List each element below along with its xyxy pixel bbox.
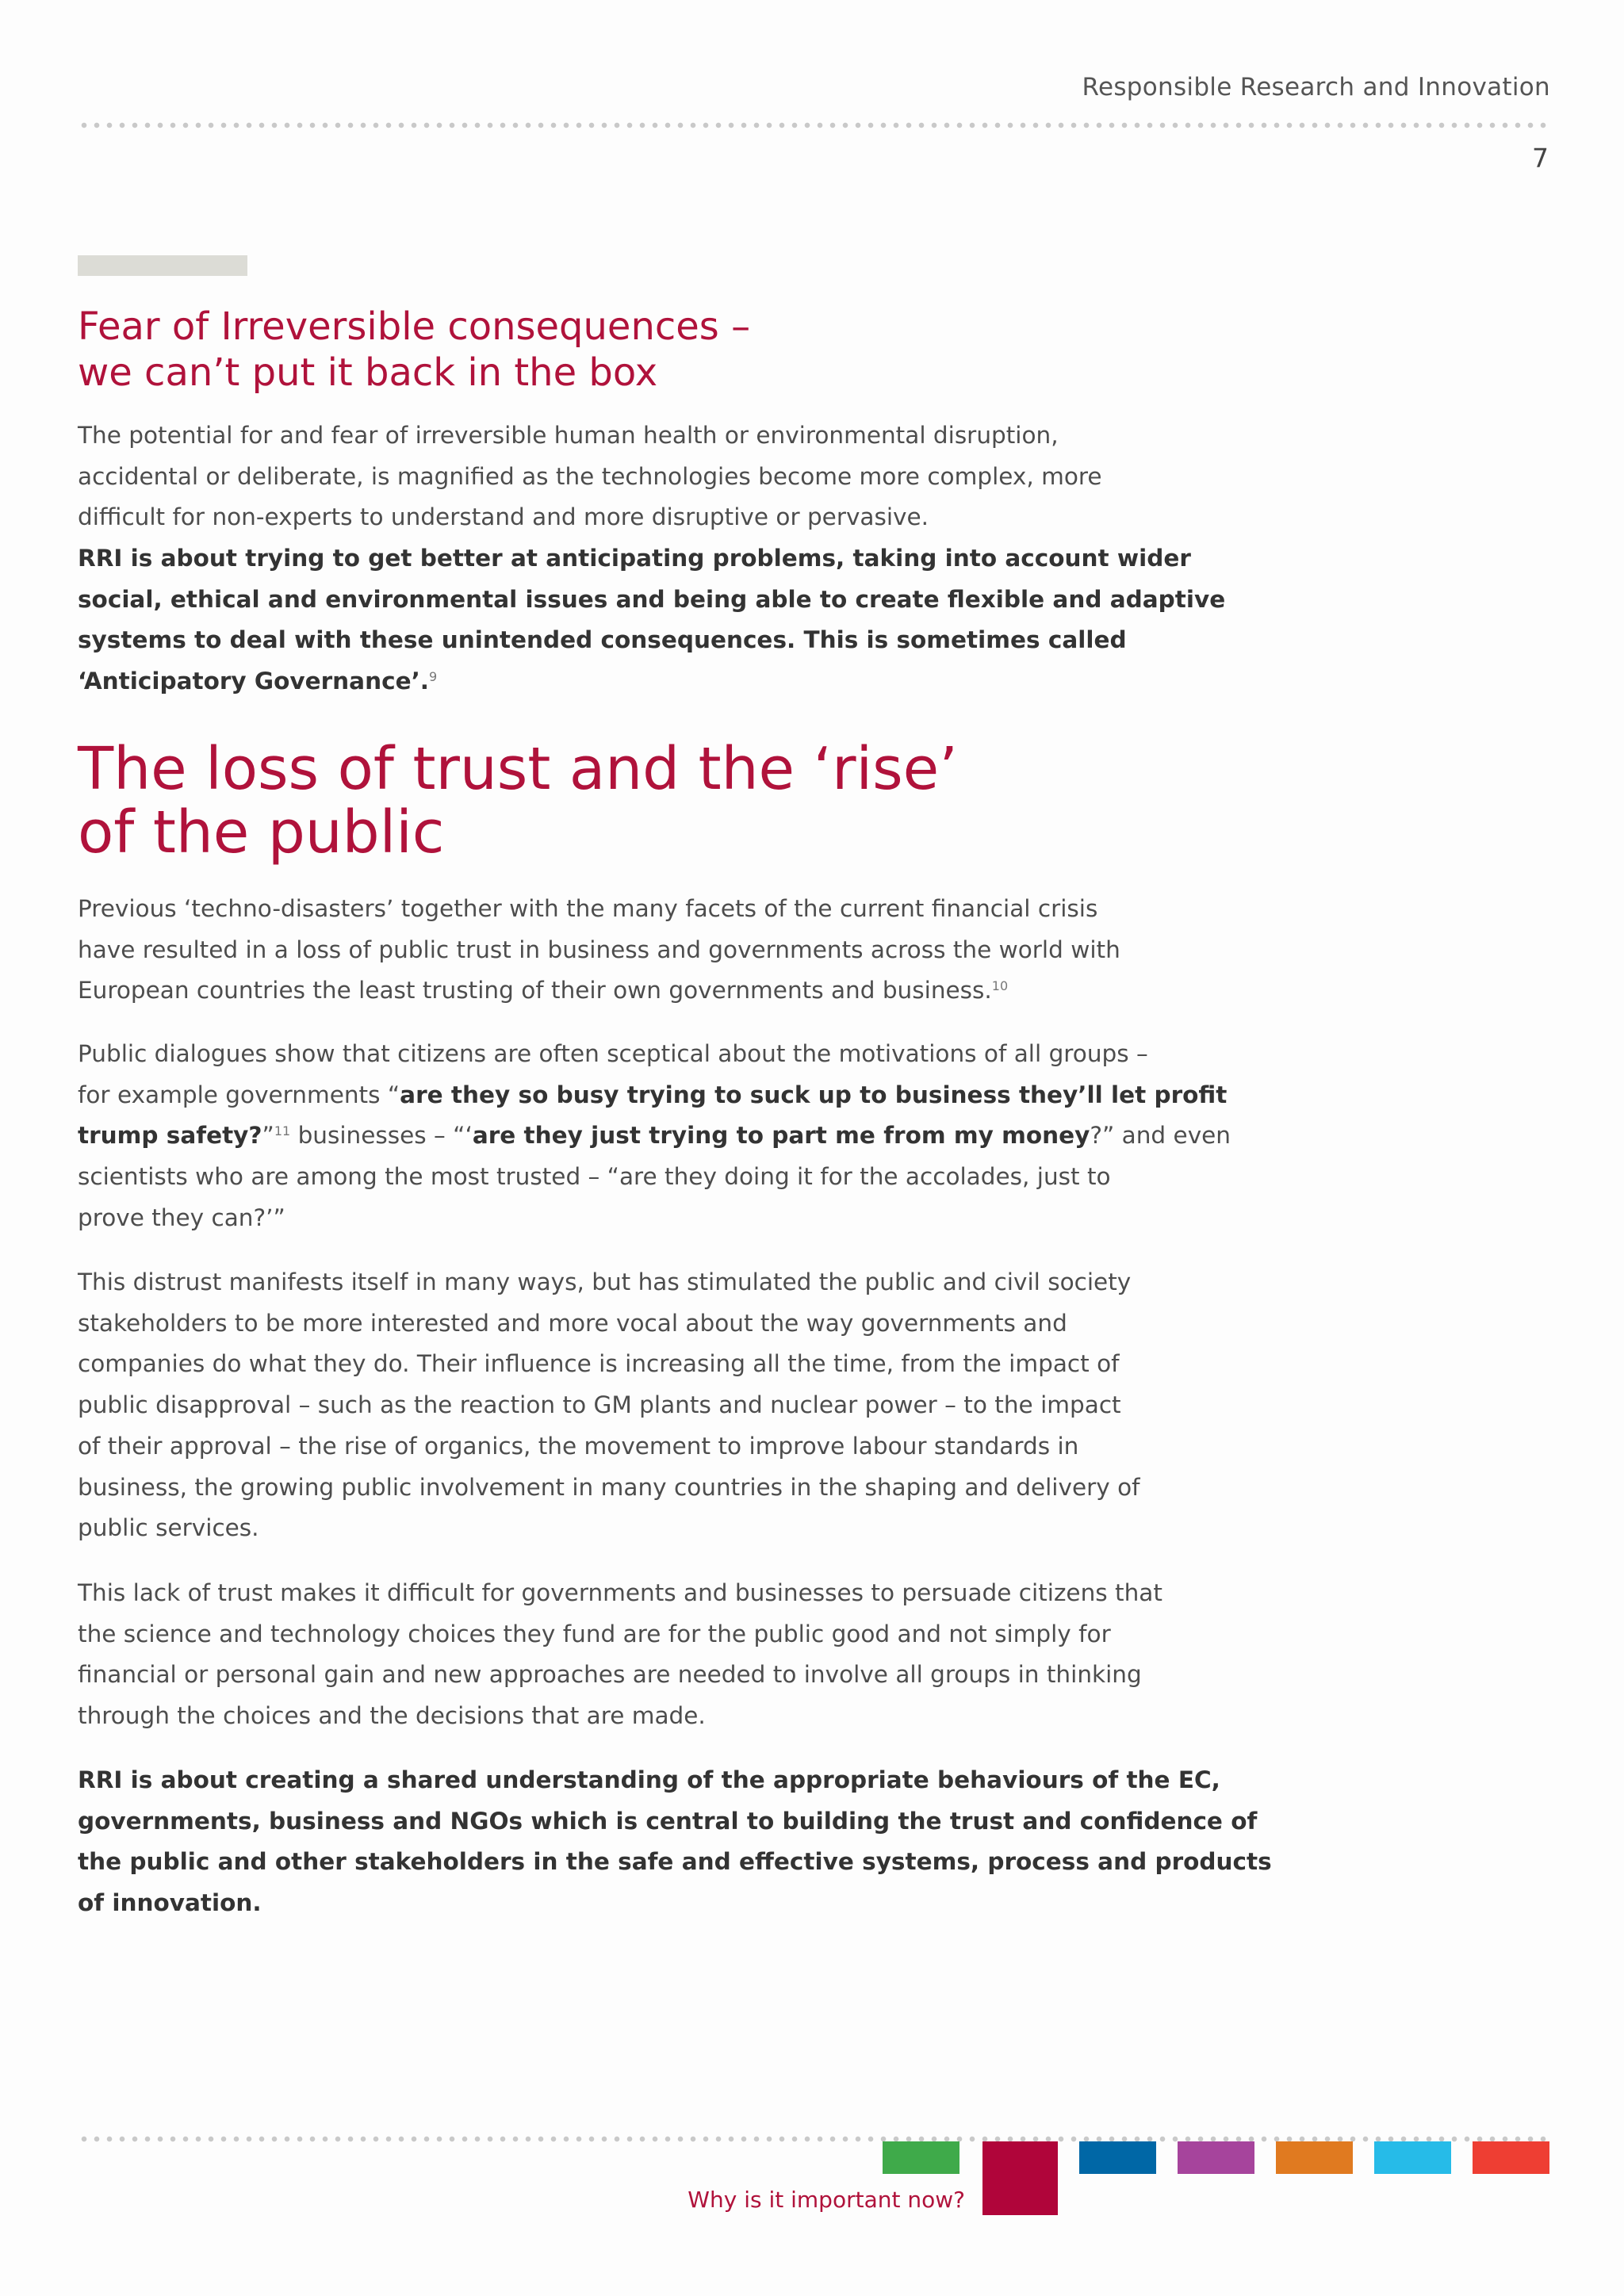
- plain-text: European countries the least trusting of their own governments and business.: [78, 977, 992, 1004]
- paragraph-rri-anticipatory: [78, 538, 1226, 702]
- plain-text: ”: [262, 1122, 274, 1150]
- heading-line: of the public: [78, 798, 445, 867]
- text-line: [78, 661, 1204, 702]
- nav-square-green[interactable]: [883, 2141, 959, 2174]
- text-line: social, ethical and environmental issues and being able to create flexible and adaptive: [78, 585, 1226, 613]
- text-line: prove they can?’”: [78, 1203, 285, 1231]
- paragraph-public-dialogues: [78, 1034, 1231, 1239]
- paragraph-techno-disasters: [78, 889, 1204, 1012]
- footnote-marker: 9: [429, 669, 438, 685]
- text-line: financial or personal gain and new approaches are needed to involve all groups in thinking: [78, 1661, 1142, 1689]
- nav-square-purple[interactable]: [1178, 2141, 1254, 2174]
- text-line: through the choices and the decisions that are made.: [78, 1702, 706, 1730]
- heading-line: Fear of Irreversible consequences –: [78, 304, 751, 349]
- text-line: business, the growing public involvement in many countries in the shaping and delivery of: [78, 1473, 1140, 1501]
- footer-section-label[interactable]: Why is it important now?: [688, 2187, 965, 2213]
- page-number: 7: [1532, 143, 1549, 174]
- text-line: scientists who are among the most trusted – “are they doing it for the accolades, just to: [78, 1163, 1111, 1191]
- dotted-divider-top: [78, 122, 1551, 128]
- text-line: Public dialogues show that citizens are often sceptical about the motivations of all groups –: [78, 1040, 1148, 1067]
- nav-square-red[interactable]: [1473, 2141, 1549, 2174]
- plain-text: ?” and even: [1090, 1122, 1231, 1150]
- text-line: Previous ‘techno-disasters’ together with the many facets of the current financial crisis: [78, 895, 1098, 922]
- text-line: [78, 1115, 1231, 1157]
- text-line: [78, 970, 1204, 1012]
- text-line: difficult for non-experts to understand and more disruptive or pervasive.: [78, 503, 929, 531]
- text-line: of their approval – the rise of organics, the movement to improve labour standards in: [78, 1432, 1079, 1460]
- bold-quote: are they just trying to part me from my money: [472, 1122, 1090, 1150]
- text-line: RRI is about creating a shared understanding of the appropriate behaviours of the EC,: [78, 1766, 1220, 1793]
- text-line: accidental or deliberate, is magnified as the technologies become more complex, more: [78, 462, 1102, 490]
- text-line: governments, business and NGOs which is central to building the trust and confidence of: [78, 1807, 1258, 1835]
- text-line: the science and technology choices they fund are for the public good and not simply for: [78, 1620, 1111, 1647]
- text-line: public services.: [78, 1514, 259, 1542]
- paragraph-lack-of-trust: [78, 1573, 1204, 1737]
- text-line: of innovation.: [78, 1889, 262, 1917]
- bold-text: ‘Anticipatory Governance’.: [78, 668, 429, 695]
- footnote-marker: 11: [274, 1123, 291, 1139]
- nav-square-crimson-active[interactable]: [982, 2141, 1058, 2215]
- paragraph-distrust-manifests: [78, 1262, 1204, 1549]
- plain-text: for example governments “: [78, 1081, 400, 1108]
- text-line: companies do what they do. Their influence is increasing all the time, from the impact of: [78, 1350, 1120, 1378]
- running-header-title: Responsible Research and Innovation: [1082, 73, 1550, 101]
- bold-quote: are they so busy trying to suck up to business they’ll let profit: [400, 1081, 1228, 1108]
- text-line: This distrust manifests itself in many ways, but has stimulated the public and civil society: [78, 1269, 1132, 1295]
- text-line: The potential for and fear of irreversible human health or environmental disruption,: [78, 422, 1059, 449]
- text-line: [78, 1075, 1228, 1116]
- nav-square-blue[interactable]: [1079, 2141, 1156, 2174]
- paragraph-irreversible-intro: [78, 415, 1204, 538]
- text-line: This lack of trust makes it difficult for governments and businesses to persuade citizens that: [78, 1579, 1162, 1606]
- section-marker-bar: [78, 255, 247, 276]
- section-heading-loss-of-trust: [78, 735, 958, 867]
- text-line: stakeholders to be more interested and more vocal about the way governments and: [78, 1309, 1067, 1337]
- nav-square-cyan[interactable]: [1374, 2141, 1451, 2174]
- paragraph-rri-shared-understanding: [78, 1760, 1272, 1924]
- section-heading-irreversible-consequences: [78, 304, 750, 396]
- text-line: systems to deal with these unintended consequences. This is sometimes called: [78, 626, 1127, 654]
- text-line: public disapproval – such as the reaction to GM plants and nuclear power – to the impact: [78, 1391, 1121, 1419]
- text-line: have resulted in a loss of public trust in business and governments across the world with: [78, 936, 1120, 963]
- text-line: the public and other stakeholders in the safe and effective systems, process and products: [78, 1848, 1272, 1876]
- text-line: RRI is about trying to get better at anticipating problems, taking into account wider: [78, 545, 1191, 572]
- heading-line: we can’t put it back in the box: [78, 350, 658, 395]
- heading-line: The loss of trust and the ‘rise’: [78, 735, 958, 803]
- nav-square-orange[interactable]: [1276, 2141, 1353, 2174]
- plain-text: businesses – “‘: [290, 1122, 473, 1150]
- footnote-marker: 10: [991, 978, 1009, 994]
- bold-quote: trump safety?: [78, 1122, 262, 1150]
